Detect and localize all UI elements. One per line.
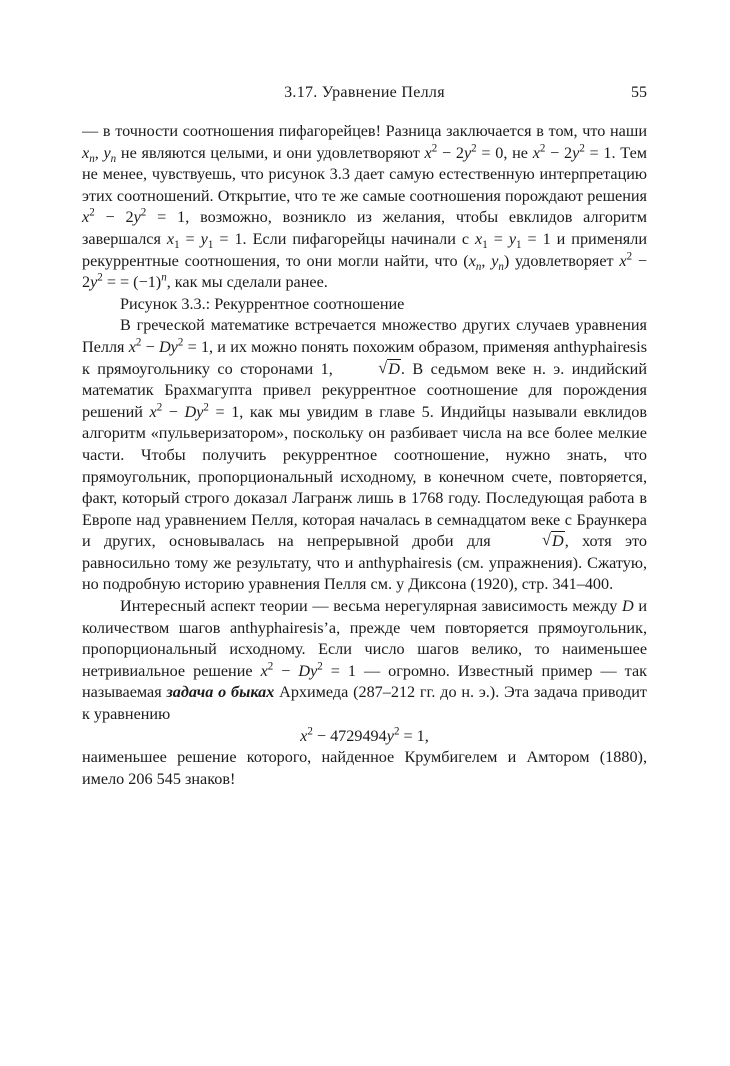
body-text [82, 121, 647, 790]
math-variable: x [82, 208, 90, 227]
superscript: 2 [539, 142, 546, 155]
subscript: n [475, 260, 482, 273]
text-run: = 1 — огромно. Известный пример — так называемая [82, 661, 647, 702]
math-variable: y [463, 143, 472, 162]
sqrt-expression [504, 531, 565, 553]
text-run: Рисунок 3.3.: Рекуррентное соотношение [120, 294, 405, 313]
text-run: = [179, 229, 201, 248]
text-run: = [487, 229, 509, 248]
math-variable: x [260, 661, 268, 680]
sqrt-expression [340, 359, 401, 381]
subscript: n [498, 260, 504, 273]
text-run: — в точности соотношения пифагорейцев! Разница заключается в том, что наши [82, 122, 647, 140]
math-variable: x [468, 251, 476, 270]
sqrt-radicand: D [388, 359, 400, 378]
superscript: 2 [156, 401, 163, 414]
figure-caption [82, 294, 647, 316]
math-variable: y [386, 726, 394, 745]
math-variable: x [619, 251, 627, 270]
math-variable: y [508, 229, 516, 248]
math-variable: x [166, 229, 175, 248]
text-run: ) удовлетворяет [503, 251, 620, 270]
text-run: В греческой математике встречается множество других случаев уравнения Пелля [82, 316, 647, 356]
text-run: = 1, как мы увидим в главе 5. Индийцы называли евклидов алгоритм «пульверизатором», поскольку он разбивает числа на все более мелкие части. Чтобы получить рекуррентное соотношение, нужно знать, что прямоугольник, пропорциональный исходному, в конечном счете, повторяется, факт, который строго доказал Лагранж лишь в 1768 году. Последующая работа в Европе над уравнением Пелля, которая началась в семнадцатом веке с Браункера и других, основывалась на непрерывной дроби для [82, 402, 647, 551]
text-run: Интересный аспект теории — весьма нерегулярная зависимость между [120, 597, 622, 616]
text-run: − [141, 337, 159, 356]
text-run: , как мы сделали ранее. [166, 273, 328, 292]
sqrt-radicand: D [551, 532, 564, 551]
subscript: 1 [207, 239, 214, 252]
text-run: не являются целыми, и они удовлетворяют [116, 143, 425, 162]
superscript: 2 [135, 336, 142, 349]
superscript: 2 [317, 660, 323, 673]
math-variable: D [621, 597, 634, 616]
superscript: 2 [89, 206, 95, 219]
text-run: наименьшее решение которого, найденное Крумбигелем и Амтором (1880), имело 206 545 знаков! [82, 748, 647, 788]
text-run: , [94, 143, 104, 162]
text-run: − 2 [437, 143, 464, 162]
text-run: и количеством шагов anthyphairesis’a, прежде чем повторяется прямоугольник, пропорциональный исходному. Если число шагов велико, то наименьшее нетривиальное решение [82, 597, 647, 680]
math-variable: x [300, 726, 308, 745]
paragraph [82, 121, 647, 294]
subscript: 1 [482, 239, 488, 252]
superscript: n [161, 271, 167, 284]
math-variable: y [200, 229, 208, 248]
math-variable: x [149, 402, 157, 421]
text-run: = 1, возможно, возникло из желания, чтобы евклидов алгоритм завершался [82, 208, 647, 248]
subscript: 1 [174, 239, 180, 252]
superscript: 2 [177, 336, 184, 349]
math-variable: Dy [184, 402, 204, 421]
math-variable: y [90, 273, 98, 292]
page-number: 55 [631, 84, 647, 101]
page-header [82, 84, 647, 106]
subscript: 1 [516, 239, 522, 252]
text-run: Архимеда (287–212 гг. до н. э.). Эта задача приводит к уравнению [82, 683, 647, 724]
running-title: 3.17. Уравнение Пелля [284, 84, 445, 101]
superscript: 2 [203, 401, 209, 414]
superscript: 2 [626, 250, 633, 263]
math-variable: x [128, 337, 136, 356]
text-run: − 2 [82, 251, 647, 292]
text-run: − [162, 402, 185, 421]
text-run: = 0, не [476, 143, 533, 162]
display-equation [82, 726, 647, 748]
math-variable: x [532, 143, 540, 162]
math-variable: y [491, 251, 499, 270]
text-run: − 2 [545, 143, 573, 162]
superscript: 2 [97, 271, 103, 284]
subscript: n [89, 152, 95, 165]
text-run: , [481, 251, 492, 270]
text-run: , хотя это равносильно тому же результату, что и anthyphairesis (см. упражнения). Сжатую, но подробную историю уравнения Пелля см. у Диксона (1920), стр. 341–400. [82, 532, 647, 594]
paragraph [82, 315, 647, 596]
math-variable: y [572, 143, 580, 162]
text-run: = = (−1) [102, 273, 162, 292]
superscript: 2 [140, 206, 147, 219]
text-run: − 2 [94, 208, 134, 227]
math-variable: y [133, 208, 141, 227]
superscript: 2 [431, 142, 438, 155]
subscript: n [110, 152, 117, 165]
text-run: = 1, [399, 726, 429, 745]
text-run: − [273, 661, 299, 680]
text-run: − 4729494 [312, 726, 387, 745]
superscript: 2 [471, 142, 477, 155]
superscript: 2 [307, 725, 313, 738]
math-variable: Dy [298, 661, 318, 680]
text-run: . В седьмом веке н. э. индийский математик Брахмагупта привел рекуррентное соотношение для порождения решений [82, 359, 647, 421]
superscript: 2 [267, 660, 274, 673]
math-variable: y [103, 143, 111, 162]
superscript: 2 [579, 142, 585, 155]
math-variable: x [82, 143, 90, 162]
text-run: = 1. Если пифагорейцы начинали с [213, 229, 476, 248]
superscript: 2 [393, 725, 400, 738]
text-run: = 1, и их можно понять похожим образом, применяя anthyphairesis к прямоугольнику со сторонами 1, [82, 337, 647, 378]
paragraph [82, 747, 647, 790]
paragraph [82, 596, 647, 726]
math-variable: x [475, 229, 483, 248]
text-run: = 1 и применяли рекуррентные соотношения, то они могли найти, что ( [82, 229, 647, 270]
math-variable: Dy [158, 337, 178, 356]
emphasized-term: задача о быках [166, 683, 275, 702]
math-variable: x [424, 143, 432, 162]
text-run: = 1. Тем не менее, чувствуешь, что рисунок 3.3 дает самую естественную интерпретацию этих соотношений. Открытие, что те же самые соотношения порождают решения [82, 143, 648, 205]
